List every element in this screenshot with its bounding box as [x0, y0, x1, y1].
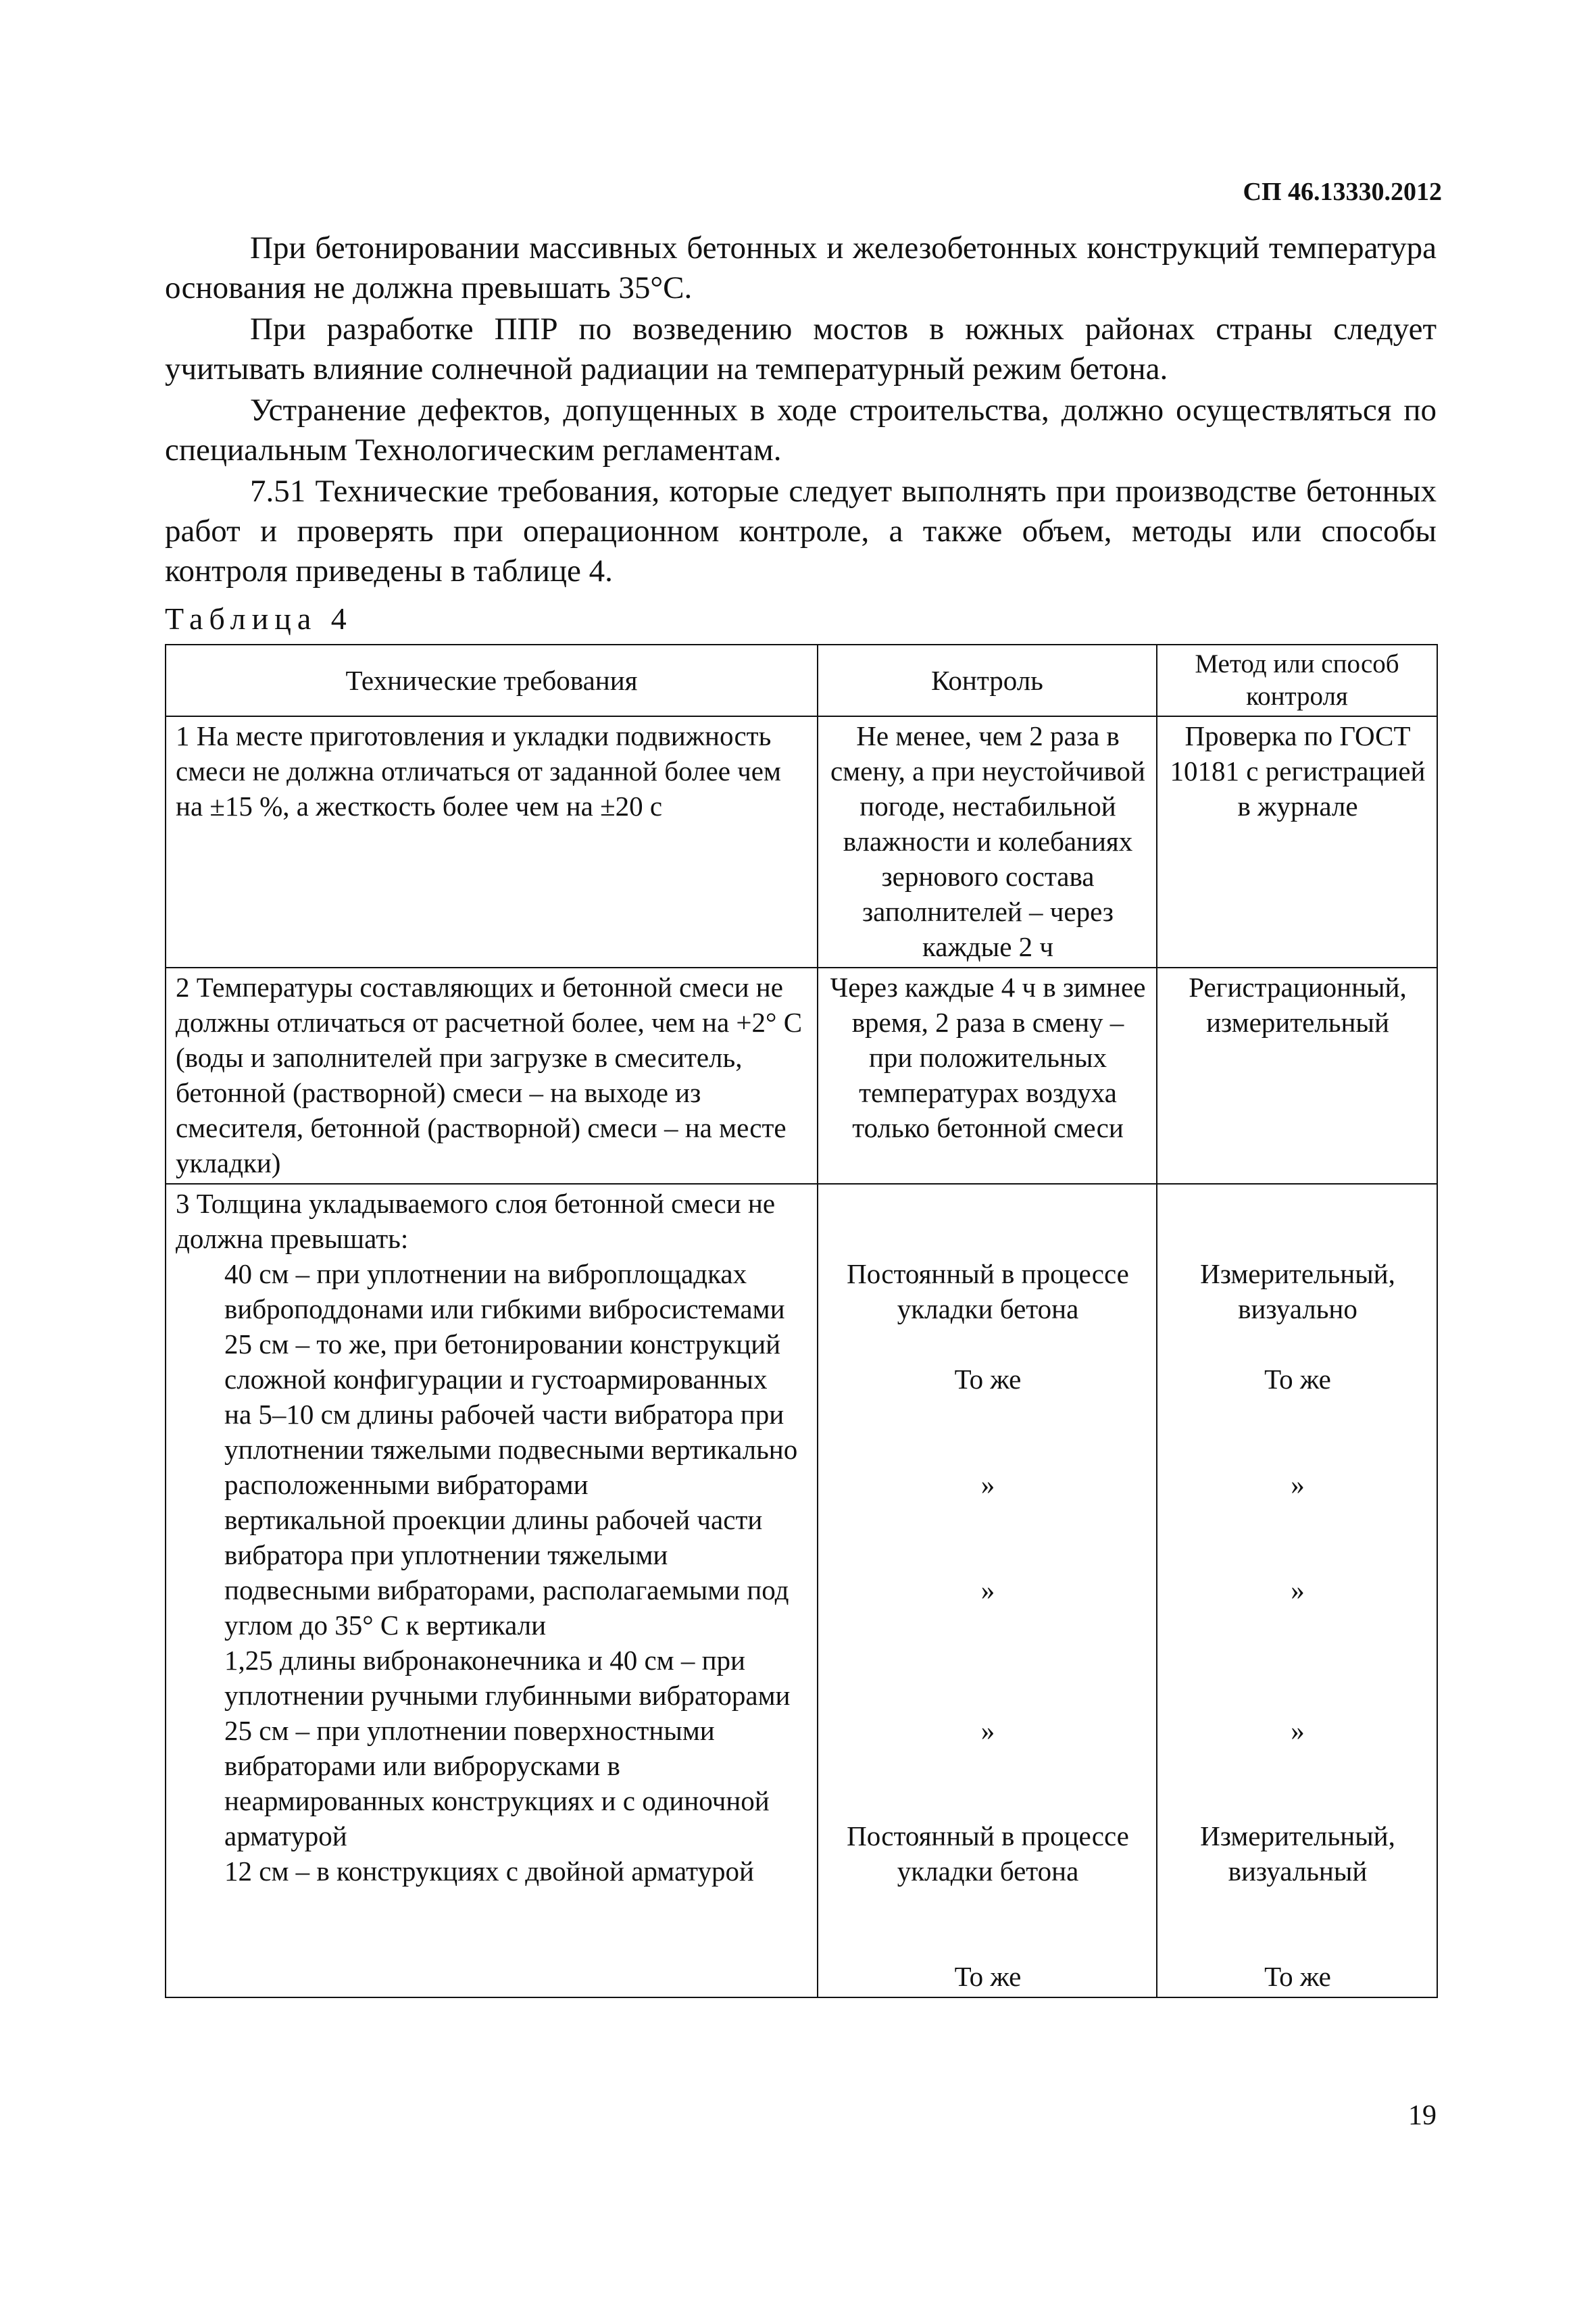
- method-value: »: [1291, 1469, 1305, 1500]
- method-value: То же: [1264, 1961, 1331, 1992]
- method-value: То же: [1264, 1364, 1331, 1395]
- page-number: 19: [1408, 2100, 1437, 2131]
- table-caption: Таблица 4: [165, 601, 353, 636]
- layer-item: 25 см – при уплотнении поверхностными вибраторами или виброрусками в неармированных конструкциях и с одиночной арматурой: [224, 1715, 770, 1851]
- control-value: То же: [954, 1961, 1022, 1992]
- paragraph: При разработке ППР по возведению мостов в южных районах страны следует учитывать влияние солнечной радиации на температурный режим бетона.: [165, 312, 1437, 387]
- control-value: Постоянный в процессе укладки бетона: [847, 1258, 1129, 1324]
- paragraph: При бетонировании массивных бетонных и железобетонных конструкций температура основания не должна превышать 35°С.: [165, 230, 1437, 305]
- layer-item: на 5–10 см длины рабочей части вибратора при уплотнении тяжелыми подвесными вертикально расположенными вибраторами: [224, 1399, 798, 1500]
- cell-requirement: [166, 1184, 818, 1997]
- layer-item: 1,25 длины вибронаконечника и 40 см – при уплотнении ручными глубинными вибраторами: [224, 1645, 791, 1711]
- table-row: [166, 968, 1437, 1184]
- row3-intro: 3 Толщина укладываемого слоя бетонной смеси не должна превышать:: [176, 1188, 776, 1254]
- control-value: »: [980, 1469, 995, 1500]
- method-value: Измерительный, визуальный: [1200, 1820, 1395, 1887]
- layer-item: 12 см – в конструкциях с двойной арматурой: [224, 1856, 754, 1887]
- control-value: »: [980, 1574, 995, 1605]
- cell-requirement: 1 На месте приготовления и укладки подвижность смеси не должна отличаться от заданной более чем на ±15 %, а жесткость более чем на ±20 с: [166, 716, 818, 968]
- table-row: [166, 1184, 1437, 1997]
- layer-item: 40 см – при уплотнении на виброплощадках виброподдонами или гибкими вибросистемами: [224, 1258, 785, 1324]
- document-code: СП 46.13330.2012: [1243, 178, 1442, 206]
- cell-control: [818, 1184, 1157, 1997]
- cell-control: Не менее, чем 2 раза в смену, а при неустойчивой погоде, нестабильной влажности и колебаниях зернового состава заполнителей – через каждые 2 ч: [818, 716, 1157, 968]
- cell-requirement: 2 Температуры составляющих и бетонной смеси не должны отличаться от расчетной более, чем на +2° С (воды и заполнителей при загрузке в смеситель, бетонной (растворной) смеси – на выходе из смесителя, бетонной (растворной) смеси – на месте укладки): [166, 968, 818, 1184]
- method-value: Измерительный, визуально: [1200, 1258, 1395, 1324]
- paragraph: 7.51 Технические требования, которые следует выполнять при производстве бетонных работ и проверять при операционном контроле, а также объем, методы или способы контроля приведены в таблице 4.: [165, 474, 1437, 589]
- header-control: Контроль: [818, 645, 1157, 716]
- cell-method: Регистрационный, измерительный: [1157, 968, 1437, 1184]
- control-value: »: [980, 1715, 995, 1746]
- method-value: »: [1291, 1574, 1305, 1605]
- control-value: Постоянный в процессе укладки бетона: [847, 1820, 1129, 1887]
- table-row: [166, 716, 1437, 968]
- cell-control: Через каждые 4 ч в зимнее время, 2 раза в смену – при положительных температурах воздуха только бетонной смеси: [818, 968, 1157, 1184]
- layer-item: вертикальной проекции длины рабочей части вибратора при уплотнении тяжелыми подвесными вибраторами, располагаемыми под углом до 35° С к вертикали: [224, 1504, 789, 1641]
- control-value: То же: [954, 1364, 1022, 1395]
- method-value: »: [1291, 1715, 1305, 1746]
- layer-item: 25 см – то же, при бетонировании конструкций сложной конфигурации и густоармированных: [224, 1328, 781, 1395]
- table-header-row: [166, 645, 1437, 716]
- header-method: Метод или способ контроля: [1157, 645, 1437, 716]
- cell-method: Проверка по ГОСТ 10181 с регистрацией в журнале: [1157, 716, 1437, 968]
- page-content: [165, 228, 1437, 1998]
- requirements-table: [165, 644, 1438, 1998]
- header-requirements: Технические требования: [166, 645, 818, 716]
- cell-method: [1157, 1184, 1437, 1997]
- paragraph: Устранение дефектов, допущенных в ходе строительства, должно осуществляться по специальным Технологическим регламентам.: [165, 393, 1437, 468]
